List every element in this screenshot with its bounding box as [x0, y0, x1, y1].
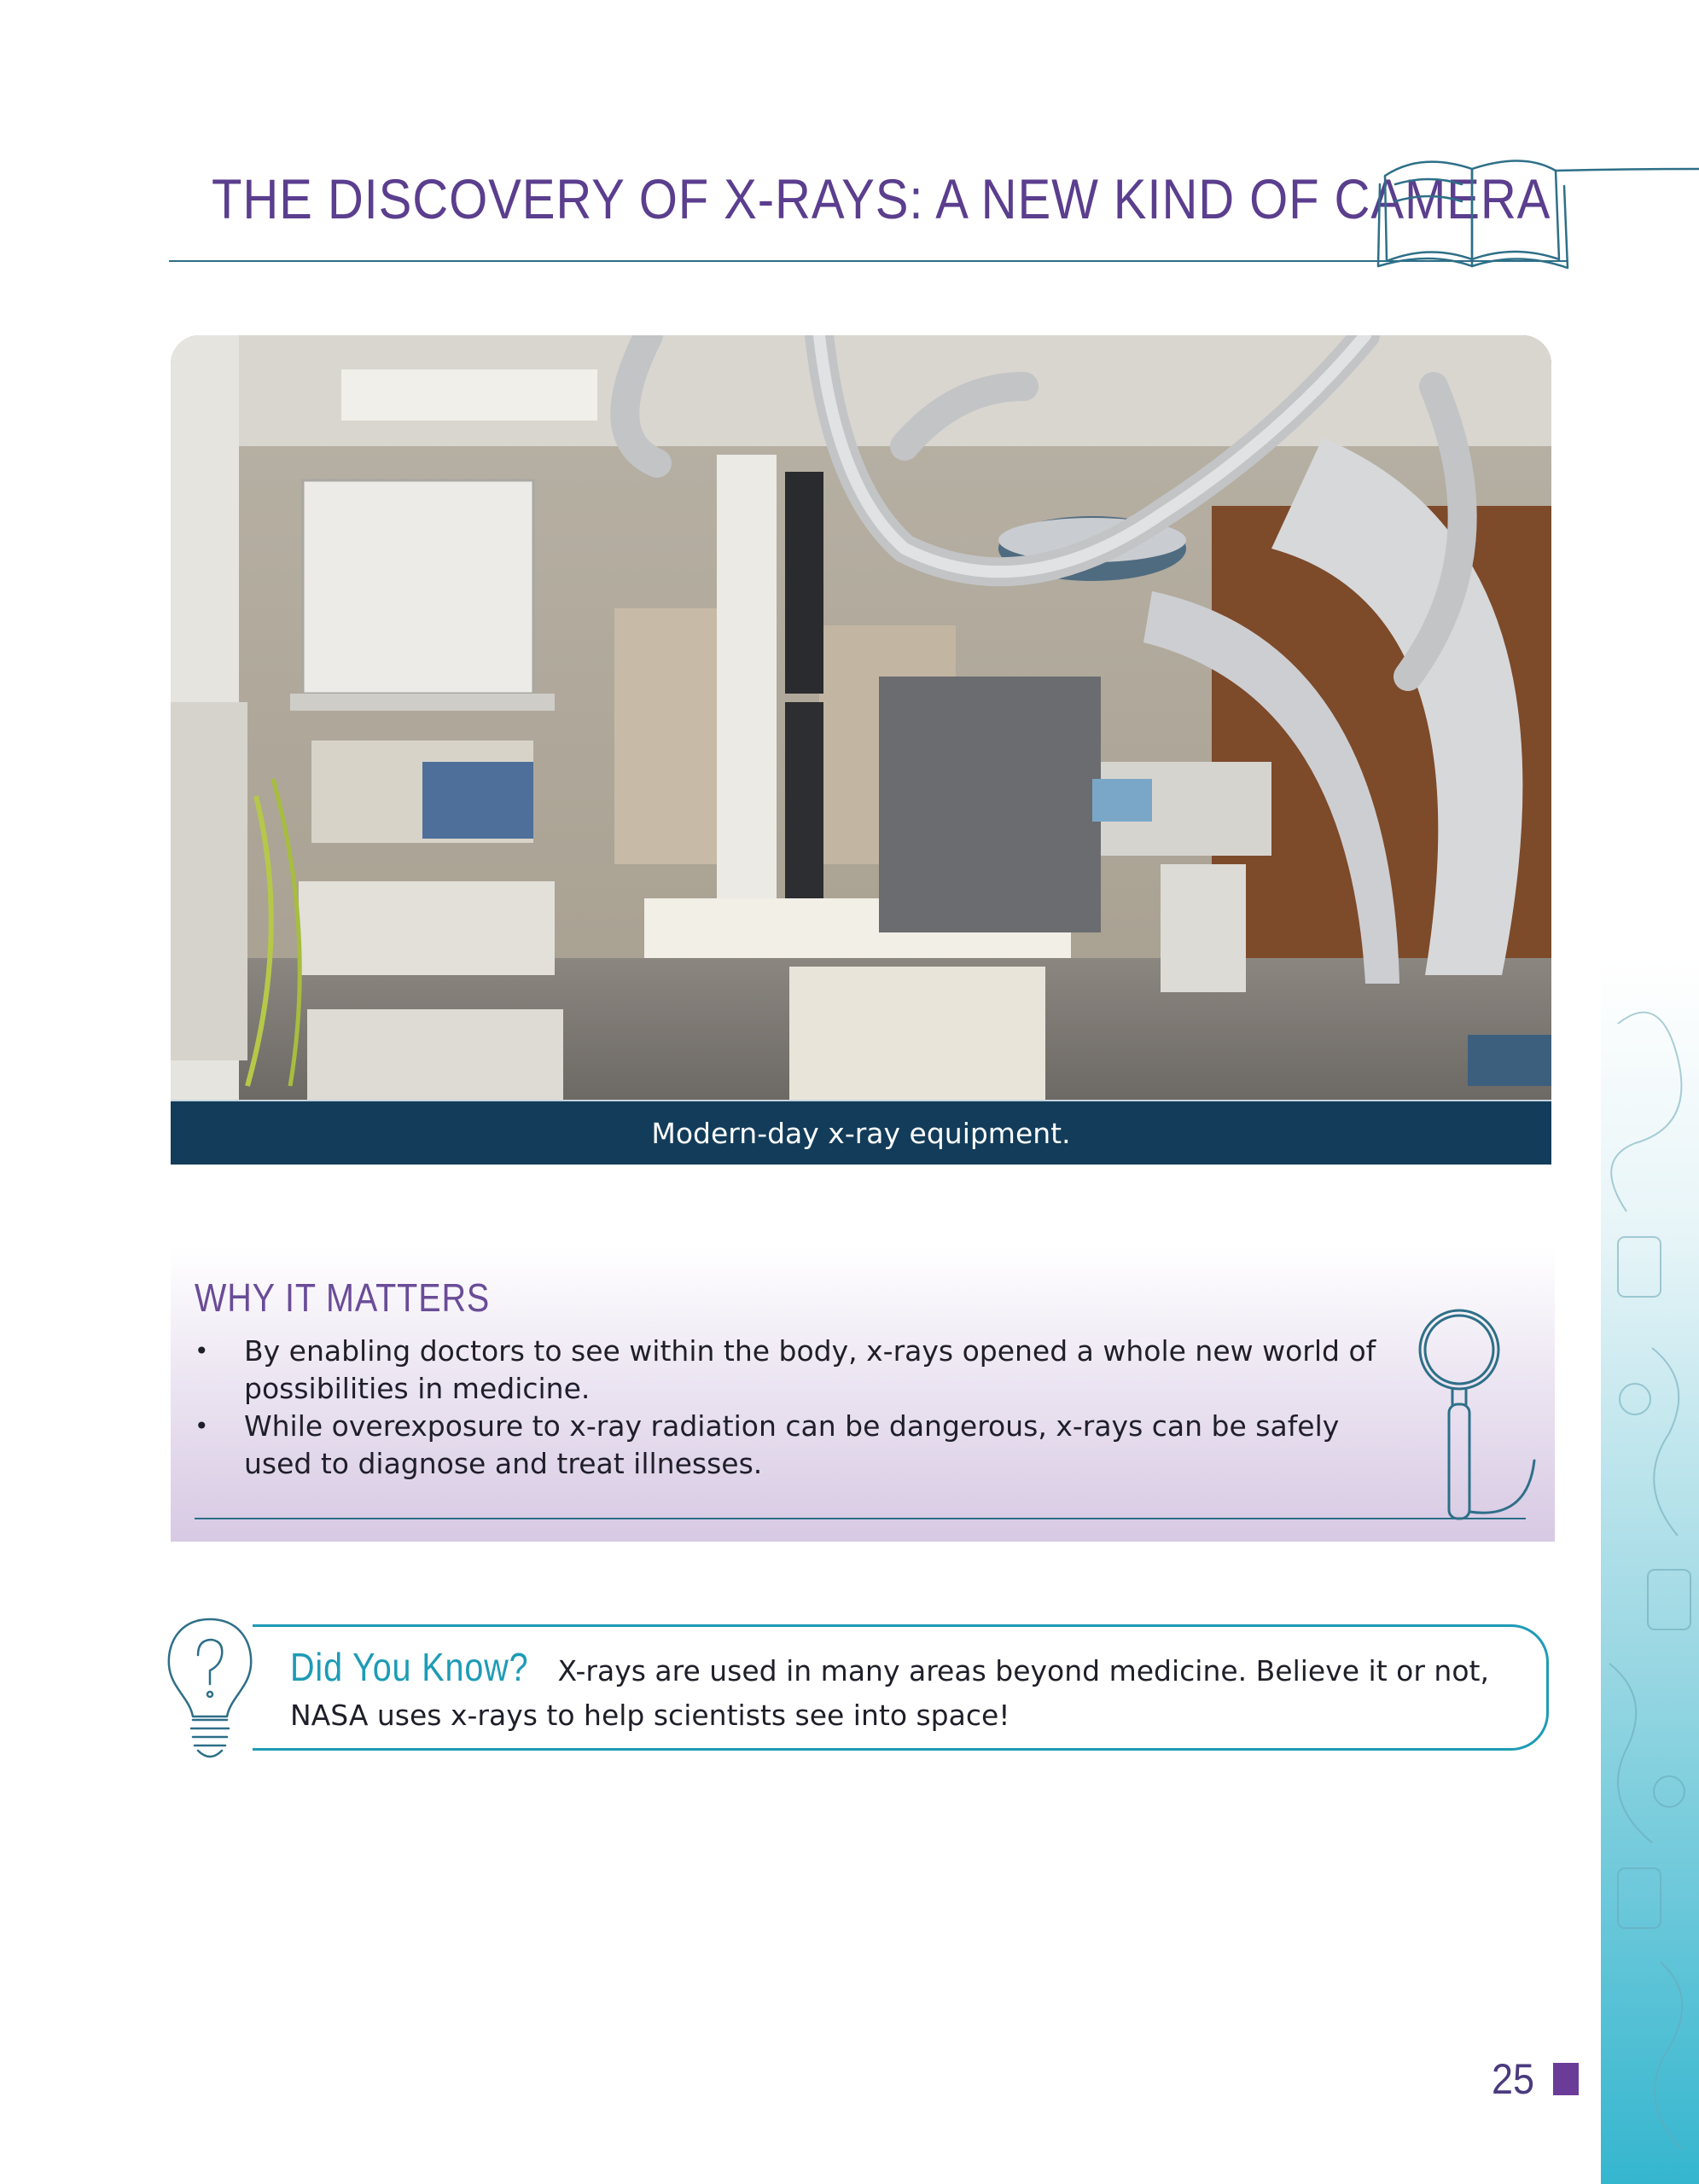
list-item [195, 1408, 1406, 1483]
why-it-matters-divider [195, 1518, 1526, 1519]
open-book-icon [1370, 150, 1699, 270]
bullet-icon: • [195, 1337, 209, 1365]
magnifier-icon [1391, 1298, 1553, 1527]
xray-room-illustration [171, 335, 1551, 1165]
decorative-side-strip [1601, 956, 1699, 2184]
title-divider [169, 260, 1568, 262]
page-number: 25 [1492, 2055, 1535, 2103]
doodle-pattern [1601, 956, 1699, 2184]
did-you-know-text: X-rays are used in many areas beyond medicine. Believe it or not, NASA uses x-rays to help scientists see into space! [290, 1654, 1489, 1732]
bullet-text: By enabling doctors to see within the body, x-rays opened a whole new world of possibilities in medicine. [244, 1334, 1376, 1405]
why-it-matters-heading: WHY IT MATTERS [195, 1275, 491, 1320]
page-number-marker [1553, 2063, 1579, 2095]
xray-equipment-photo [171, 335, 1551, 1165]
photo-caption-band [171, 1100, 1551, 1165]
did-you-know-label: Did You Know? [290, 1645, 529, 1689]
why-it-matters-box [171, 1247, 1555, 1542]
list-item [195, 1333, 1406, 1408]
bullet-text: While overexposure to x-ray radiation can be dangerous, x-rays can be safely used to diagnose and treat illnesses. [244, 1409, 1340, 1480]
bullet-icon: • [195, 1412, 209, 1440]
photo-caption: Modern-day x-ray equipment. [651, 1116, 1071, 1150]
why-it-matters-list [195, 1333, 1406, 1483]
lightbulb-icon [164, 1612, 256, 1766]
did-you-know-content [290, 1645, 1519, 1738]
page-title: THE DISCOVERY OF X-RAYS: A NEW KIND OF CAMERA [212, 167, 1551, 230]
